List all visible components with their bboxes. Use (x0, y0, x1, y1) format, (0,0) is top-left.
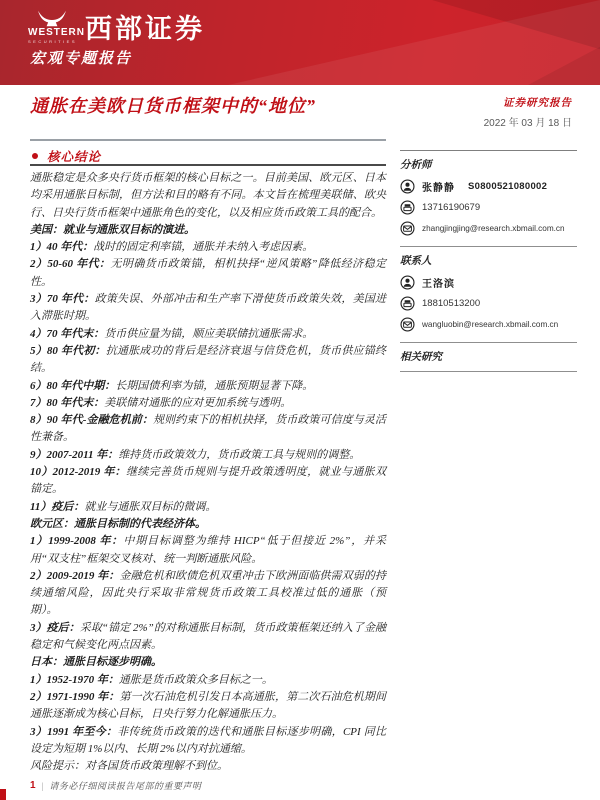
paragraph-lead: 1）1999-2008 年： (30, 535, 124, 548)
paragraph-text: 继续完善货币规则与提升政策透明度，就业与通胀双锚定。 (30, 466, 387, 496)
report-date: 2022 年 03 月 18 日 (483, 118, 572, 129)
paragraph-lead: 7）80 年代末： (30, 396, 105, 409)
paragraph (30, 758, 386, 775)
contact-name-row (400, 275, 577, 290)
paragraph (30, 499, 386, 516)
content-paragraphs (30, 170, 386, 775)
paragraph (30, 239, 386, 256)
page-footer (30, 779, 201, 792)
corner-red-mark (0, 789, 6, 800)
paragraph (30, 447, 386, 464)
paragraph-lead: 1）1952-1970 年： (30, 673, 119, 686)
paragraph-lead: 3）疫后： (30, 621, 80, 634)
paragraph-lead: 3）1991 年至今： (30, 725, 118, 738)
paragraph (30, 654, 386, 671)
paragraph (30, 533, 386, 568)
sidebar-divider (400, 150, 577, 151)
bullet-dot-icon (32, 153, 38, 159)
phone-icon (400, 200, 415, 215)
paragraph-text: 维持货币政策效力，货币政策工具与规则的调整。 (118, 448, 361, 461)
page-title: 通胀在美欧日货币框架中的“地位” (30, 96, 316, 116)
paragraph-lead: 5）80 年代初： (30, 344, 106, 357)
analyst-email: zhangjingjing@research.xbmail.com.cn (422, 224, 565, 233)
header-banner (0, 0, 600, 85)
paragraph-lead: 11）疫后： (30, 500, 85, 513)
section-header (32, 147, 101, 165)
paragraph-lead: 2）2009-2019 年： (30, 569, 120, 582)
paragraph-text: 采取“锚定 2%”的对称通胀目标制，货币政策框架还纳入了金融稳定和气候变化两点因素。 (30, 621, 386, 652)
paragraph-text: 战时的固定利率锚，通胀并未纳入考虑因素。 (93, 241, 314, 254)
paragraph-text: 美联储对通胀的应对更加系统与透明。 (104, 396, 292, 409)
person-icon (400, 275, 415, 290)
paragraph-text: 金融危机和欧债危机双重冲击下欧洲面临供需双弱的持续通缩风险，因此央行采取非常规货币政策工具校准过低的通胀（预期）。 (30, 569, 386, 617)
paragraph-text: 就业与通胀双目标的微调。 (84, 500, 217, 513)
logo-word: WESTERN (28, 26, 85, 38)
analyst-name-row (400, 179, 577, 194)
paragraph-lead: 10）2012-2019 年： (30, 466, 127, 479)
paragraph-text: 通胀是货币政策众多目标之一。 (118, 673, 273, 686)
paragraph-text: 风险提示：对各国货币政策理解不到位。 (30, 760, 228, 773)
paragraph-lead: 2）1971-1990 年： (30, 690, 120, 703)
paragraph-text: 政策失误、外部冲击和生产率下滑使货币政策失效，美国进入滞胀时期。 (30, 293, 387, 323)
paragraph (30, 170, 386, 222)
contact-name: 王洛滨 (422, 279, 455, 290)
related-research-label: 相关研究 (400, 352, 442, 363)
paragraph-text: 非传统货币政策的迭代和通胀目标逐步明确，CPI 同比设定为短期 1%以内、长期 2%以内对抗通缩。 (30, 725, 386, 755)
paragraph-lead: 9）2007-2011 年： (30, 448, 119, 461)
paragraph (30, 516, 386, 533)
paragraph (30, 412, 386, 447)
paragraph (30, 464, 386, 499)
paragraph (30, 222, 386, 239)
paragraph-text: 中期目标调整为维持 HICP“低于但接近 2%”，并采用“双支柱”框架交叉核对、统一判断通胀风险。 (30, 535, 387, 565)
paragraph (30, 689, 386, 724)
sidebar-divider (400, 342, 577, 343)
bull-logo-icon (28, 10, 85, 44)
paragraph (30, 343, 386, 378)
paragraph (30, 724, 386, 759)
brand-name-cn: 西部证券 (85, 14, 205, 44)
paragraph-text: 长期国债利率为锚，通胀预期显著下降。 (115, 379, 314, 392)
paragraph-text: 货币供应量为锚，顺应美联储抗通胀需求。 (104, 327, 314, 340)
paragraph (30, 291, 386, 326)
brand-logo (28, 7, 205, 46)
paragraph (30, 256, 386, 291)
report-category-label: 证券研究报告 (503, 98, 572, 109)
footer-disclaimer: 请务必仔细阅读报告尾部的重要声明 (49, 781, 202, 791)
paragraph-lead: 8）90 年代-金融危机前： (30, 414, 154, 427)
footer-separator: | (41, 780, 44, 791)
analyst-email-row (400, 221, 577, 236)
paragraph-lead: 欧元区：通胀目标制的代表经济体。 (30, 517, 206, 530)
paragraph (30, 378, 386, 395)
section-title: 核心结论 (47, 150, 102, 164)
contact-email-row (400, 317, 577, 332)
mail-icon (400, 221, 415, 236)
analyst-code: S0800521080002 (468, 181, 548, 192)
contact-phone-row (400, 296, 577, 311)
header-right-block (484, 95, 572, 129)
contact-email: wangluobin@research.xbmail.com.cn (422, 320, 559, 329)
paragraph-text: 抗通胀成功的背后是经济衰退与信贷危机，货币供应锚终结。 (30, 344, 387, 375)
analyst-phone: 13716190679 (422, 202, 481, 213)
paragraph (30, 620, 386, 655)
paragraph-text: 第一次石油危机引发日本高通胀，第二次石油危机期间通胀逐渐成为核心目标，日央行努力化解通胀压力。 (30, 690, 386, 721)
paragraph (30, 672, 386, 689)
analyst-name: 张静静 (422, 183, 455, 194)
sidebar-divider (400, 371, 577, 372)
paragraph (30, 326, 386, 343)
title-divider (30, 139, 386, 141)
contact-section-label: 联系人 (400, 256, 432, 267)
analyst-phone-row (400, 200, 577, 215)
page-number: 1 (30, 780, 36, 791)
paragraph-lead: 4）70 年代末： (30, 327, 105, 340)
paragraph (30, 568, 386, 620)
paragraph-lead: 3）70 年代： (30, 293, 95, 306)
paragraph (30, 395, 386, 412)
person-icon (400, 179, 415, 194)
sidebar (400, 150, 577, 378)
report-type-label: 宏观专题报告 (30, 51, 133, 67)
paragraph-lead: 日本：通胀目标逐步明确。 (30, 656, 162, 669)
contact-phone: 18810513200 (422, 298, 481, 309)
paragraph-text: 通胀稳定是众多央行货币框架的核心目标之一。目前美国、欧元区、日本均采用通胀目标制，但方法和目的略有不同。本文旨在梳理美联储、欧央行、日央行货币框架中通胀角色的变化，以及相应货币政策工具的配合。 (30, 172, 386, 219)
sidebar-divider (400, 246, 577, 247)
mail-icon (400, 317, 415, 332)
paragraph-text: 无明确货币政策锚，相机抉择“逆风策略”降低经济稳定性。 (30, 258, 386, 288)
paragraph-lead: 2）50-60 年代： (30, 258, 111, 271)
paragraph-text: 规则约束下的相机抉择，货币政策可信度与灵活性兼备。 (30, 414, 387, 444)
analyst-section-label: 分析师 (400, 160, 432, 171)
paragraph-lead: 1）40 年代： (30, 241, 94, 254)
section-divider (30, 164, 386, 166)
phone-icon (400, 296, 415, 311)
paragraph-lead: 6）80 年代中期： (30, 379, 116, 392)
logo-subword: SECURITIES (28, 38, 78, 44)
paragraph-lead: 美国：就业与通胀双目标的演进。 (30, 223, 195, 236)
